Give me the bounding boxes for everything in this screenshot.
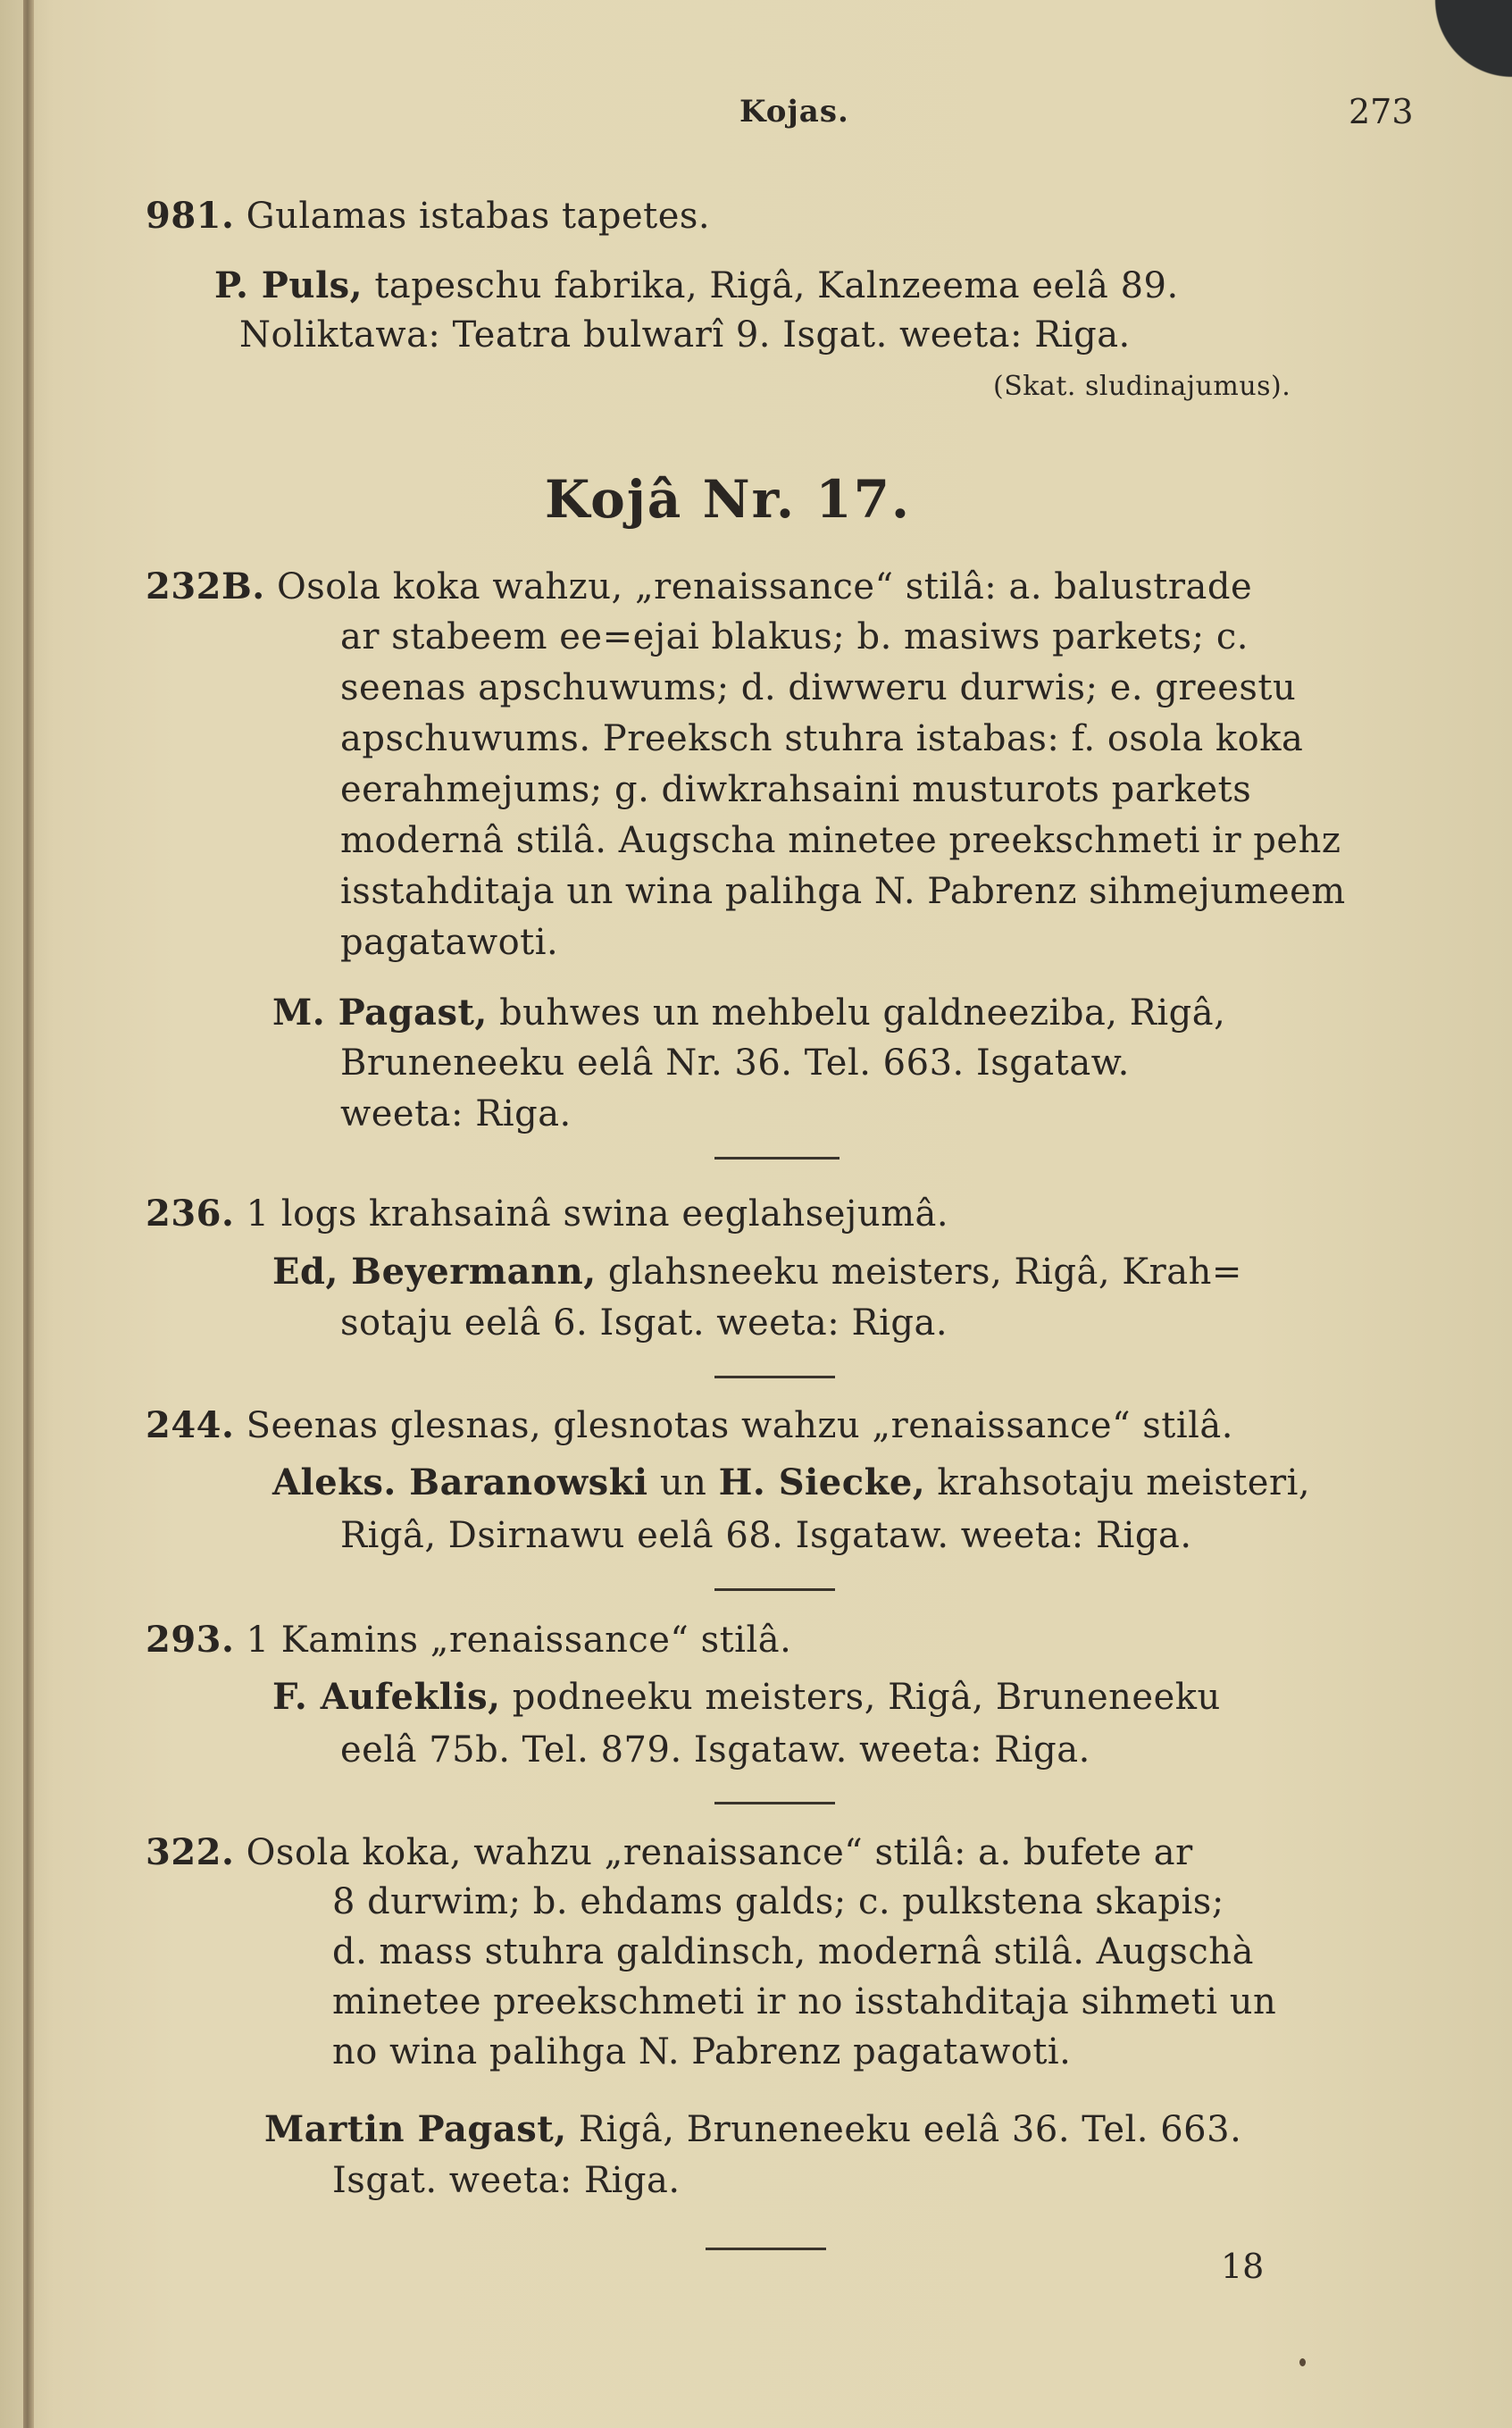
- entry-236-title-line: [146, 1193, 948, 1235]
- entry-981-exhibitor-line2: Noliktawa: Teatra bulwarî 9. Isgat. weeta: Riga.: [239, 314, 1131, 356]
- entry-232b-exhibitor-line: Bruneneeku eelâ Nr. 36. Tel. 663. Isgataw.: [340, 1042, 1130, 1084]
- entry-number: 293.: [146, 1619, 235, 1661]
- exhibitor-name: M. Pagast,: [272, 992, 488, 1034]
- entry-293-title-line: [146, 1619, 791, 1661]
- entry-981-note: (Skat. sludinajumus).: [993, 371, 1291, 402]
- entry-293-exhibitor-line2: eelâ 75b. Tel. 879. Isgataw. weeta: Riga.: [340, 1729, 1090, 1771]
- exhibitor-details: podneeku meisters, Rigâ, Bruneneeku: [512, 1677, 1221, 1718]
- exhibitor-details: Rigâ, Bruneneeku eelâ 36. Tel. 663.: [578, 2109, 1242, 2150]
- exhibitor-details: buhwes un mehbelu galdneeziba, Rigâ,: [499, 992, 1226, 1034]
- separator-rule: [714, 1157, 840, 1160]
- separator-rule: [706, 2248, 826, 2250]
- printer-signature-mark: 18: [1221, 2247, 1265, 2286]
- exhibitor-name: F. Aufeklis,: [272, 1676, 501, 1718]
- entry-322-line: minetee preekschmeti ir no isstahditaja sihmeti un: [332, 1981, 1277, 2022]
- page-number: 273: [1349, 92, 1414, 131]
- section-heading: Kojâ Nr. 17.: [545, 469, 912, 530]
- entry-text: Osola koka wahzu, „renaissance“ stilâ: a. balustrade: [276, 566, 1253, 607]
- entry-232b-line: isstahditaja un wina palihga N. Pabrenz sihmejumeem: [340, 871, 1346, 912]
- exhibitor-name: Ed, Beyermann,: [272, 1251, 597, 1293]
- entry-232b-line: modernâ stilâ. Augscha minetee preekschmeti ir pehz: [340, 820, 1341, 861]
- entry-title: Gulamas istabas tapetes.: [246, 196, 711, 237]
- entry-322-line: 8 durwim; b. ehdams galds; c. pulkstena skapis;: [332, 1881, 1224, 1922]
- exhibitor-details: krahsotaju meisteri,: [937, 1462, 1311, 1503]
- exhibitor-details: tapeschu fabrika, Rigâ, Kalnzeema eelâ 89.: [374, 265, 1179, 306]
- entry-322-exhibitor-line1: [264, 2108, 1241, 2150]
- entry-232b-exhibitor-line1: [272, 992, 1225, 1034]
- entry-number: 232B.: [146, 565, 265, 607]
- entry-number: 244.: [146, 1404, 235, 1446]
- entry-322-line: [146, 1831, 1193, 1873]
- paper-speck: [1299, 2358, 1306, 2366]
- entry-236-exhibitor-line1: [272, 1251, 1242, 1293]
- entry-322-line: no wina palihga N. Pabrenz pagatawoti.: [332, 2031, 1072, 2072]
- separator-rule: [714, 1376, 835, 1378]
- entry-981-title-line: [146, 195, 710, 237]
- entry-232b-line: [146, 565, 1252, 607]
- entry-293-exhibitor-line1: [272, 1676, 1221, 1718]
- entry-text: Osola koka, wahzu „renaissance“ stilâ: a. bufete ar: [246, 1832, 1193, 1873]
- entry-232b-line: seenas apschuwums; d. diwweru durwis; e. greestu: [340, 667, 1297, 708]
- running-head: Kojas.: [739, 94, 849, 130]
- entry-232b-line: apschuwums. Preeksch stuhra istabas: f. osola koka: [340, 718, 1304, 759]
- separator-rule: [714, 1588, 835, 1591]
- entry-number: 322.: [146, 1831, 235, 1873]
- entry-244-title-line: [146, 1404, 1233, 1446]
- entry-232b-line: pagatawoti.: [340, 922, 559, 963]
- exhibitor-name: Aleks. Baranowski: [272, 1461, 648, 1503]
- exhibitor-join: un: [659, 1462, 707, 1503]
- entry-number: 981.: [146, 195, 235, 237]
- entry-232b-line: eerahmejums; g. diwkrahsaini musturots parkets: [340, 769, 1252, 810]
- entry-232b-line: ar stabeem ee=ejai blakus; b. masiws parkets; c.: [340, 616, 1249, 657]
- exhibitor-name: P. Puls,: [214, 264, 363, 306]
- entry-number: 236.: [146, 1193, 235, 1235]
- entry-232b-exhibitor-line: weeta: Riga.: [340, 1093, 572, 1134]
- entry-244-exhibitor-line2: Rigâ, Dsirnawu eelâ 68. Isgataw. weeta: Riga.: [340, 1515, 1192, 1556]
- exhibitor-name: H. Siecke,: [718, 1461, 926, 1503]
- entry-title: 1 Kamins „renaissance“ stilâ.: [246, 1620, 792, 1661]
- entry-322-line: d. mass stuhra galdinsch, modernâ stilâ. Augschà: [332, 1931, 1254, 1972]
- entry-981-exhibitor-line1: [214, 264, 1179, 306]
- entry-title: Seenas glesnas, glesnotas wahzu „renaissance“ stilâ.: [246, 1405, 1233, 1446]
- binding-gutter: [23, 0, 34, 2428]
- entry-236-exhibitor-line2: sotaju eelâ 6. Isgat. weeta: Riga.: [340, 1302, 948, 1344]
- exhibitor-name: Martin Pagast,: [264, 2108, 567, 2150]
- entry-title: 1 logs krahsainâ swina eeglahsejumâ.: [246, 1193, 949, 1235]
- entry-322-exhibitor-line2: Isgat. weeta: Riga.: [332, 2160, 681, 2201]
- entry-244-exhibitor-line1: [272, 1461, 1310, 1503]
- page-corner-shadow: [1432, 0, 1512, 98]
- separator-rule: [714, 1802, 835, 1804]
- exhibitor-details: glahsneeku meisters, Rigâ, Krah=: [607, 1252, 1242, 1293]
